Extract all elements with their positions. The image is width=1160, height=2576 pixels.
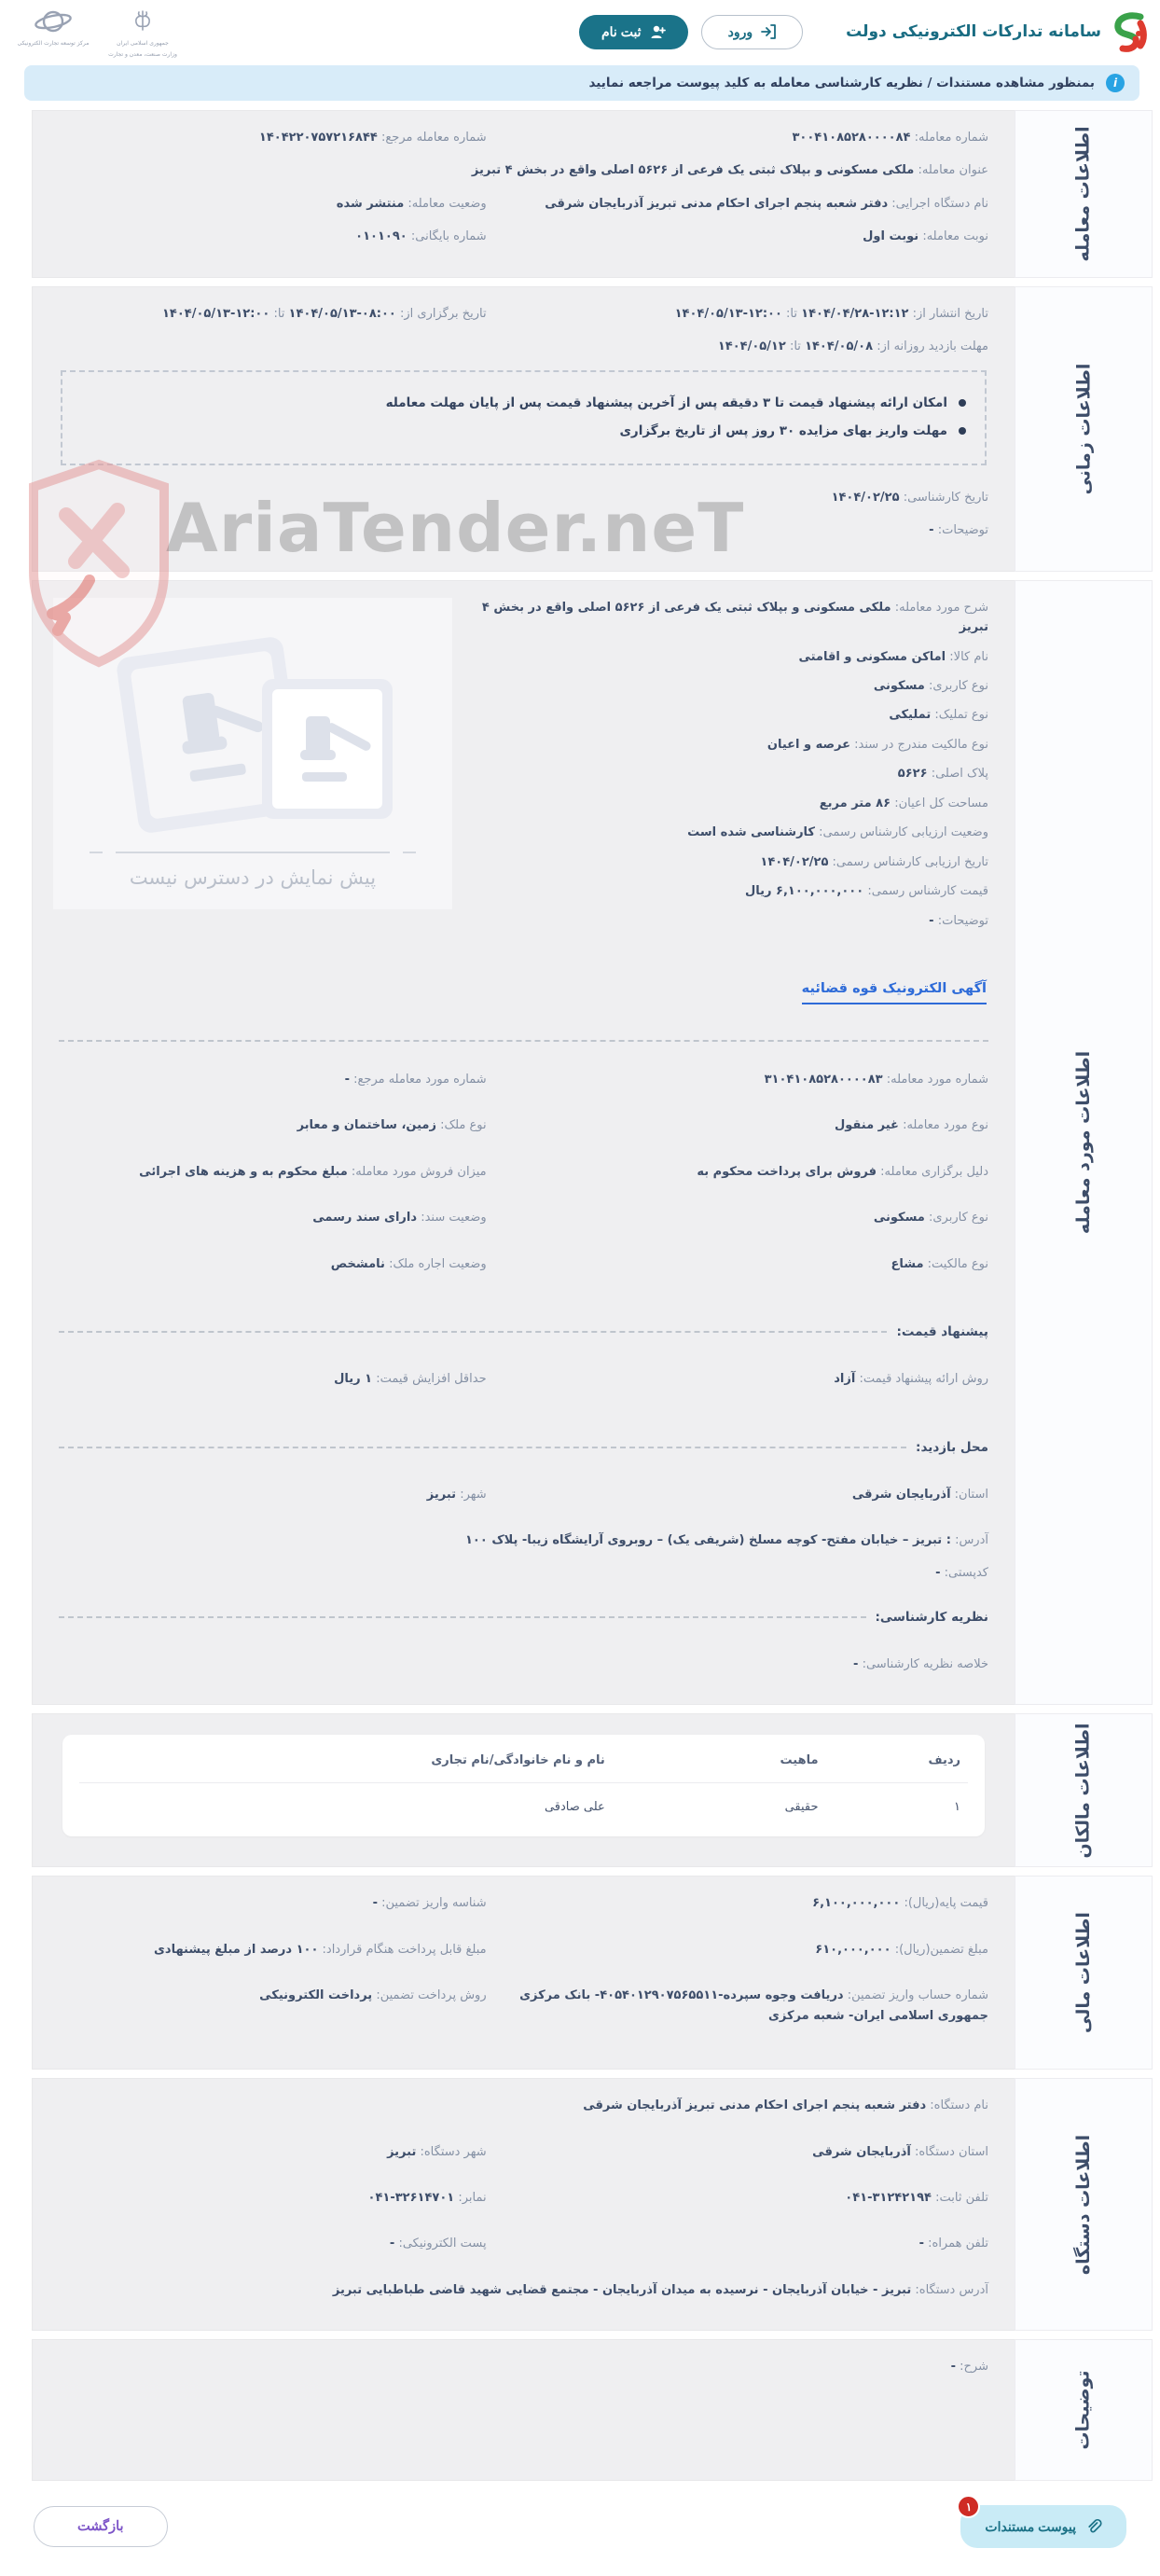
cell-nature: حقیقی [784,1800,819,1815]
field-auction-reason: دلیل برگزاری معامله: فروش برای پرداخت محکوم به [697,1164,988,1179]
section-financial-side [1015,1876,1153,2070]
section-owners-info [32,1713,1153,1867]
bullet-icon [959,427,966,435]
section-organization-body [32,2078,1015,2331]
field-org-address: آدرس دستگاه: تبریز - خیابان آذربایجان - نرسیده به میدان آذربایجان - مجتمع قضایی شهید قاضی طباطبایی تبریز [332,2282,988,2297]
section-timing-body [32,286,1015,572]
section-description-side [1015,2339,1153,2481]
field-org-city: شهر دستگاه: تبریز [387,2144,487,2159]
field-address: آدرس: : تبریز – خیابان مفتح- کوچه مسلخ (شریفی یک) – روبروی آرایشگاه زیبا- پلاک ۱۰۰ [464,1533,988,1547]
group-visit-place: محل بازدید: [59,1440,988,1455]
field-offer-method: روش ارائه پیشنهاد قیمت: آزاد [834,1372,988,1387]
info-icon: i [1106,74,1125,92]
owners-table-row [79,1783,968,1832]
section-owners-label: اطلاعات مالکان [1073,1723,1094,1859]
field-deed-ownership-type: نوع مالکیت مندرج در سند: عرصه و اعیان [766,737,988,752]
field-deal-number: شماره معامله: ۳۰۰۴۱۰۸۵۲۸۰۰۰۰۸۴ [792,131,988,145]
field-payable-at-contract: مبلغ قابل پرداخت هنگام قرارداد: ۱۰۰ درصد از مبلغ پیشنهادی [153,1942,487,1957]
user-plus-icon [650,24,666,39]
ecommerce-center-logo [17,9,90,48]
emblem-caption-line1: جمهوری اسلامی ایران [117,40,169,48]
field-city: شهر: تبریز [426,1487,487,1502]
globe-icon [34,9,73,37]
field-province: استان: آذربایجان شرقی [851,1487,988,1502]
setad-logo-icon [1110,11,1147,52]
watermark-text: AriaTender.neT [166,489,745,567]
field-held-dates: تاریخ برگزاری از: ۱۴۰۴/۰۵/۱۳-۰۸:۰۰ تا: ۱۴۰۴/۰۵/۱۳-۱۲:۰۰ [161,306,487,321]
field-publish-dates: تاریخ انتشار از: ۱۴۰۴/۰۴/۲۸-۱۲:۱۲ تا: ۱۴۰۴/۰۵/۱۳-۱۲:۰۰ [674,306,988,321]
brand [846,11,1147,52]
field-possession-type: نوع تملیک: تملیکی [889,708,988,723]
section-deal-body [32,110,1015,278]
group-dashed-line [59,1616,866,1618]
gov-emblem [106,9,179,59]
field-deposit-id: شناسه واریز تضمین: - [372,1896,487,1911]
section-organization-side [1015,2078,1153,2331]
footer [34,2500,1126,2548]
timing-note-1: امکان ارائه پیشنهاد قیمت تا ۳ دقیقه پس از آخرین پیشنهاد قیمت پس از پایان مهلت معامله [81,394,966,414]
section-item-side [1015,580,1153,1706]
section-timing-side [1015,286,1153,572]
section-organization-label: اطلاعات دستگاه [1073,2134,1094,2275]
cell-row-no: ۱ [954,1800,960,1815]
field-org-name: نام دستگاه: دفتر شعبه پنجم اجرای احکام مدنی تبریز آذربایجان شرقی [583,2098,988,2113]
globe-caption: مرکز توسعه تجارت الکترونیکی [17,40,90,48]
header [0,0,1160,62]
field-base-price: قیمت پایه(ریال): ۶,۱۰۰,۰۰۰,۰۰۰ [812,1896,988,1911]
col-header-row-no: ردیف [826,1738,968,1783]
field-guarantee-account: شماره حساب واریز تضمین: دریافت وجوه سپرده-۴۰۵۴۰۱۲۹۰۷۵۶۵۵۱۱- بانک مرکزی جمهوری اسلامی ایران- شعبه مرکزی [519,1988,988,2023]
field-estate-type: نوع ملک: زمین، ساختمان و معابر [297,1118,487,1133]
section-organization-info [32,2078,1153,2331]
field-deal-round: نوبت معامله: نوبت اول [863,229,988,244]
preview-divider [90,852,417,853]
group-expert-opinion: نظریه کارشناسی: [59,1610,988,1625]
field-expert-summary: خلاصه نظریه کارشناسی: - [853,1656,988,1671]
field-item-usage: نوع کاربری: مسکونی [873,1211,988,1226]
field-postal-code: کدپستی: - [935,1566,988,1581]
attachments-label: پیوست مستندات [985,2518,1076,2534]
field-deal-ref-number: شماره معامله مرجع: ۱۴۰۴۲۲۰۷۵۷۲۱۶۸۴۴ [258,131,487,145]
gov-logos [17,4,179,59]
section-description [32,2339,1153,2481]
timing-notes-box [61,370,987,465]
login-button[interactable] [701,15,804,49]
field-guarantee-pay-method: روش پرداخت تضمین: پرداخت الکترونیکی [259,1988,487,2003]
field-deal-title: عنوان معامله: ملکی مسکونی و بپلاک ثبتی یک فرعی از ۵۶۲۶ اصلی واقع در بخش ۴ تبریز [471,163,988,178]
field-expert-date: تاریخ کارشناسی: ۱۴۰۴/۰۲/۲۵ [831,490,988,505]
field-org-mobile: تلفن همراه: - [918,2237,988,2251]
section-description-body [32,2339,1015,2481]
owners-table-header-row [79,1738,968,1783]
field-appraisal-status: وضعیت ارزیابی کارشناس رسمی: کارشناسی شده است [687,825,988,840]
section-financial-label: اطلاعات مالی [1073,1912,1095,2034]
back-button[interactable]: بازگشت [34,2506,168,2547]
field-min-increase: حداقل افزایش قیمت: ۱ ریال [334,1372,487,1387]
login-icon [761,24,776,39]
field-guarantee-amount: مبلغ تضمین(ریال): ۶۱۰,۰۰۰,۰۰۰ [815,1942,988,1957]
section-deal-label: اطلاعات معامله [1073,126,1095,262]
section-item-info [32,580,1153,1706]
field-appraisal-price: قیمت کارشناس رسمی: ۶,۱۰۰,۰۰۰,۰۰۰ ریال [744,884,988,899]
col-header-name: نام و نام خانوادگی/نام تجاری [79,1738,613,1783]
item-fields [459,598,988,931]
app-title: سامانه تدارکات الکترونیکی دولت [846,22,1101,41]
field-appraisal-date: تاریخ ارزیابی کارشناس رسمی: ۱۴۰۴/۰۲/۲۵ [760,854,988,869]
field-deed-status: وضعیت سند: دارای سند رسمی [312,1211,487,1226]
col-header-nature: ماهیت [613,1738,826,1783]
section-financial-info [32,1876,1153,2070]
bullet-icon [959,399,966,407]
field-archive-number: شماره بایگانی: ۰۱۰۱۰۹۰ [355,229,487,244]
section-item-label: اطلاعات مورد معامله [1073,1050,1094,1235]
field-item-type: نوع مورد معامله: غیر منقول [834,1118,988,1133]
judiciary-notice-link[interactable]: آگهی الکترونیک قوه قضائیه [802,981,987,1004]
paperclip-icon [1085,2518,1102,2535]
section-owners-body [32,1713,1015,1867]
field-usage-type: نوع کاربری: مسکونی [873,679,988,693]
field-org-email: پست الکترونیکی: - [389,2237,487,2251]
attachments-button[interactable] [960,2500,1126,2548]
field-main-plate: پلاک اصلی: ۵۶۲۶ [897,767,988,782]
field-visit-window: مهلت بازدید روزانه از: ۱۴۰۴/۰۵/۰۸ تا: ۱۴۰۴/۰۵/۱۲ [717,339,988,354]
section-owners-side [1015,1713,1153,1867]
timing-note-2: مهلت واریز بهای مزایده ۳۰ روز پس از تاریخ برگزاری [81,422,966,442]
login-label: ورود [727,23,753,39]
field-org-phone: تلفن ثابت: ۰۴۱-۳۱۲۴۲۱۹۴ [845,2190,988,2205]
gavel-photos-icon [99,628,407,842]
iran-emblem-icon [131,9,155,37]
field-item-notes: توضیحات: - [929,913,988,928]
field-description-text: شرح: - [950,2360,988,2375]
section-deal-info [32,110,1153,278]
field-deal-status: وضعیت معامله: منتشر شده [336,196,487,211]
image-preview-placeholder [53,598,452,909]
section-timing-label: اطلاعات زمانی [1073,363,1095,495]
section-timing-info [32,286,1153,572]
field-goods-name: نام کالا: اماکن مسکونی و اقامتی [798,649,988,664]
field-rent-status: وضعیت اجاره ملک: نامشخص [330,1256,487,1271]
emblem-caption-line2: وزارت صنعت، معدن و تجارت [108,51,177,58]
info-banner [24,65,1139,101]
group-price-offer: پیشنهاد قیمت: [59,1324,988,1339]
preview-unavailable-text: پیش نمایش در دسترس نیست [129,866,377,889]
register-label: ثبت نام [601,23,642,39]
field-total-area: مساحت کل اعیان: ۸۶ متر مربع [819,796,988,810]
section-deal-side [1015,110,1153,278]
group-dashed-line [59,1331,887,1333]
owners-table [62,1735,985,1836]
section-financial-body [32,1876,1015,2070]
field-item-ref-number: شماره مورد معامله مرجع: - [344,1072,487,1087]
field-item-desc: شرح مورد معامله: ملکی مسکونی و بپلاک ثبتی یک فرعی از ۵۶۲۶ اصلی واقع در بخش ۴ تبریز [481,600,988,635]
field-org-fax: نمابر: ۰۴۱-۳۲۶۱۴۷۰۱ [367,2190,487,2205]
field-sale-amount: میزان فروش مورد معامله: مبلغ محکوم به و هزینه های اجرائی [139,1164,487,1179]
field-item-number: شماره مورد معامله: ۳۱۰۴۱۰۸۵۲۸۰۰۰۰۸۳ [764,1072,988,1087]
field-timing-desc: توضیحات: - [929,523,988,538]
cell-name: علی صادقی [544,1800,605,1815]
field-org-province: استان دستگاه: آذربایجان شرقی [812,2144,988,2159]
section-item-body [32,580,1015,1706]
attachments-count-badge: ۱ [957,2495,980,2518]
field-exec-agency: نام دستگاه اجرایی: دفتر شعبه پنجم اجرای احکام مدنی تبریز آذربایجان شرقی [545,196,988,211]
group-dashed-line [59,1447,906,1448]
dashed-divider [59,1040,988,1042]
section-description-label: توضیحات [1073,2370,1094,2450]
register-button[interactable] [579,15,688,49]
field-ownership-type: نوع مالکیت: مشاع [891,1256,988,1271]
info-banner-text: بمنظور مشاهده مستندات / نظریه کارشناسی معامله به کلید پیوست مراجعه نمایید [588,76,1095,90]
